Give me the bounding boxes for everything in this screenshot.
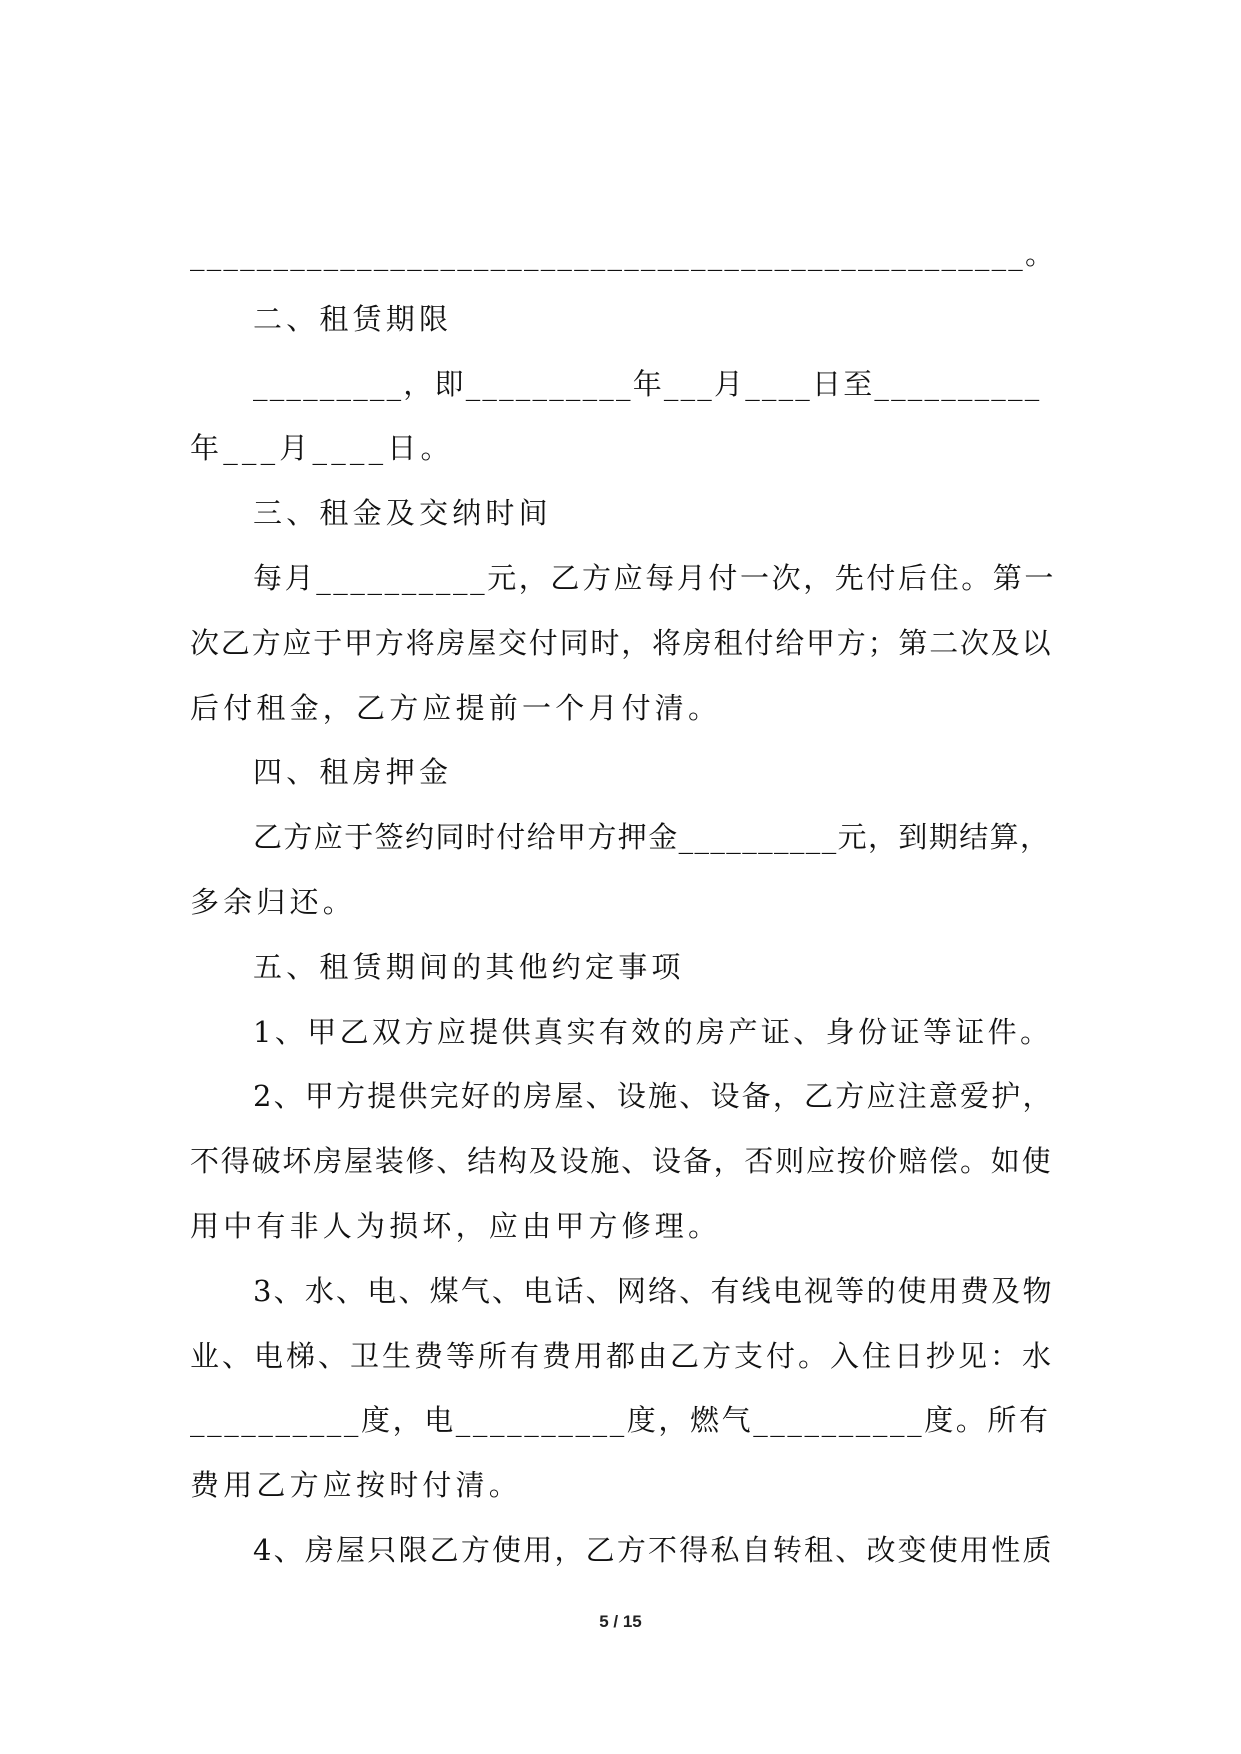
list-item-2: 2、甲方提供完好的房屋、设施、设备，乙方应注意爱护， xyxy=(253,1079,1054,1114)
paragraph-line: 乙方应于签约同时付给甲方押金__________元，到期结算， xyxy=(253,820,1051,855)
paragraph-line: 不得破坏房屋装修、结构及设施、设备，否则应按价赔偿。如使 xyxy=(190,1144,1053,1179)
paragraph-line: 多余归还。 xyxy=(190,884,357,919)
paragraph-line: __________度，电__________度，燃气__________度。所有 xyxy=(190,1403,1051,1438)
paragraph-line: 后付租金，乙方应提前一个月付清。 xyxy=(190,690,722,725)
paragraph-line: _________，即__________年___月____日至__________ xyxy=(253,366,1042,401)
section-heading-lease-term: 二、租赁期限 xyxy=(253,301,453,336)
paragraph-line: 每月__________元，乙方应每月付一次，先付后住。第一 xyxy=(253,560,1057,595)
list-item-1: 1、甲乙双方应提供真实有效的房产证、身份证等证件。 xyxy=(253,1014,1053,1049)
blank-line-continuation: __________________________________________________。 xyxy=(190,237,1057,271)
paragraph-line: 用中有非人为损坏，应由甲方修理。 xyxy=(190,1208,722,1243)
section-heading-deposit: 四、租房押金 xyxy=(253,755,453,790)
list-item-3: 3、水、电、煤气、电话、网络、有线电视等的使用费及物 xyxy=(253,1273,1054,1308)
list-item-4: 4、房屋只限乙方使用，乙方不得私自转租、改变使用性质 xyxy=(253,1532,1054,1567)
page-number: 5 / 15 xyxy=(599,1612,642,1631)
section-heading-rent-payment: 三、租金及交纳时间 xyxy=(253,496,552,531)
paragraph-line: 年___月____日。 xyxy=(190,431,454,466)
paragraph-line: 费用乙方应按时付清。 xyxy=(190,1468,523,1503)
paragraph-line: 次乙方应于甲方将房屋交付同时，将房租付给甲方；第二次及以 xyxy=(190,625,1053,660)
section-heading-other-terms: 五、租赁期间的其他约定事项 xyxy=(253,949,685,984)
document-body xyxy=(190,222,1056,1583)
paragraph-line: 业、电梯、卫生费等所有费用都由乙方支付。入住日抄见：水 xyxy=(190,1338,1055,1373)
